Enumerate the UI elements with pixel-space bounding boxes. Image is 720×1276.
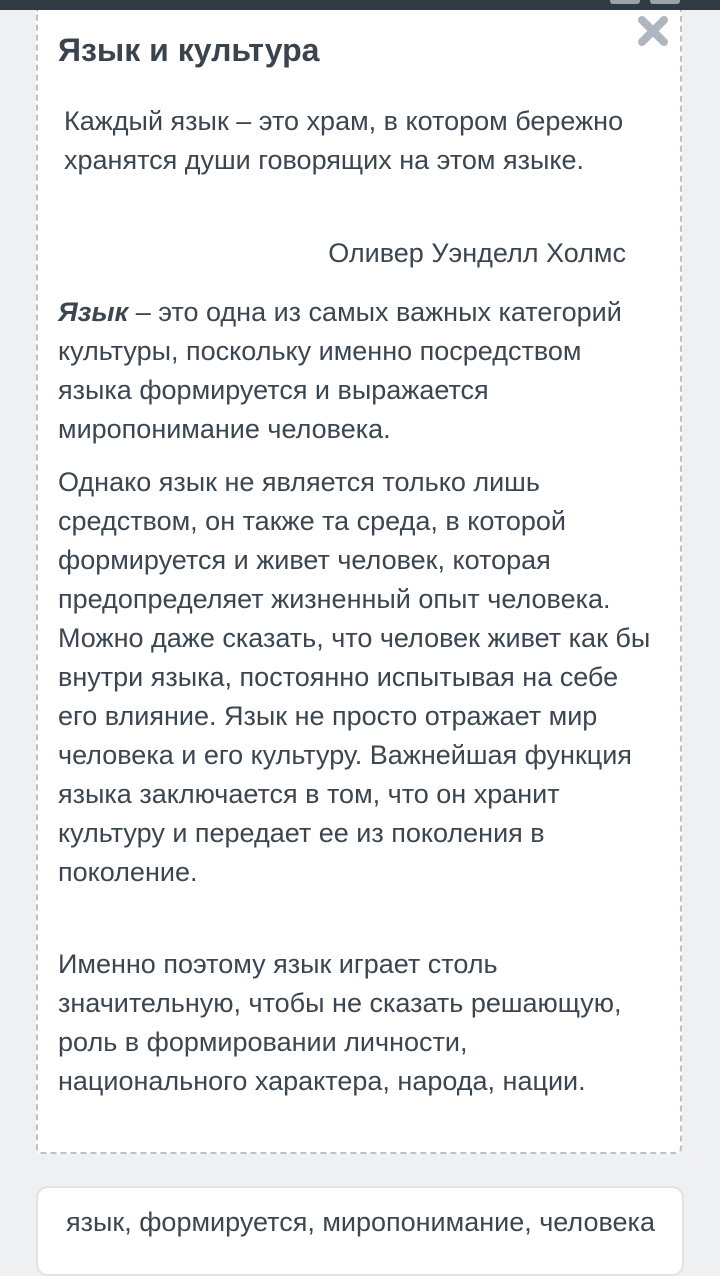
paragraph-definition-text: – это одна из самых важных категорий культуры, поскольку именно посредством языка формируется и выражается миропонимание человека.: [58, 297, 622, 444]
signal-icon: [610, 0, 640, 4]
paragraph-environment: Однако язык не является только лишь средством, он также та среда, в которой формируется и живет человек, которая предопределяет жизненный опыт человека. Можно даже сказать, что человек живет как бы внутри языка, постоянно испытывая на себе его влияние. Язык не просто отражает мир человека и его культуру. Важнейшая функция языка заключается в том, что он хранит культуру и передает ее из поколения в поколение.: [58, 467, 651, 887]
answer-option-text: язык, формируется, миропонимание, человека: [66, 1207, 655, 1237]
term-language: Язык: [58, 297, 129, 327]
paragraph-definition: [58, 293, 658, 449]
paragraph-conclusion: Именно поэтому язык играет столь значительную, чтобы не сказать решающую, роль в формировании личности, национального характера, народа, нации.: [58, 949, 622, 1096]
epigraph-author: Оливер Уэнделл Холмс: [328, 238, 626, 268]
close-icon[interactable]: [636, 14, 670, 48]
epigraph-quote: Каждый язык – это храм, в котором бережно хранятся души говорящих на этом языке.: [64, 106, 624, 175]
battery-icon: [650, 0, 680, 4]
status-icons: [600, 0, 680, 10]
status-bar: [0, 0, 720, 10]
page-title: Язык и культура: [58, 32, 320, 68]
